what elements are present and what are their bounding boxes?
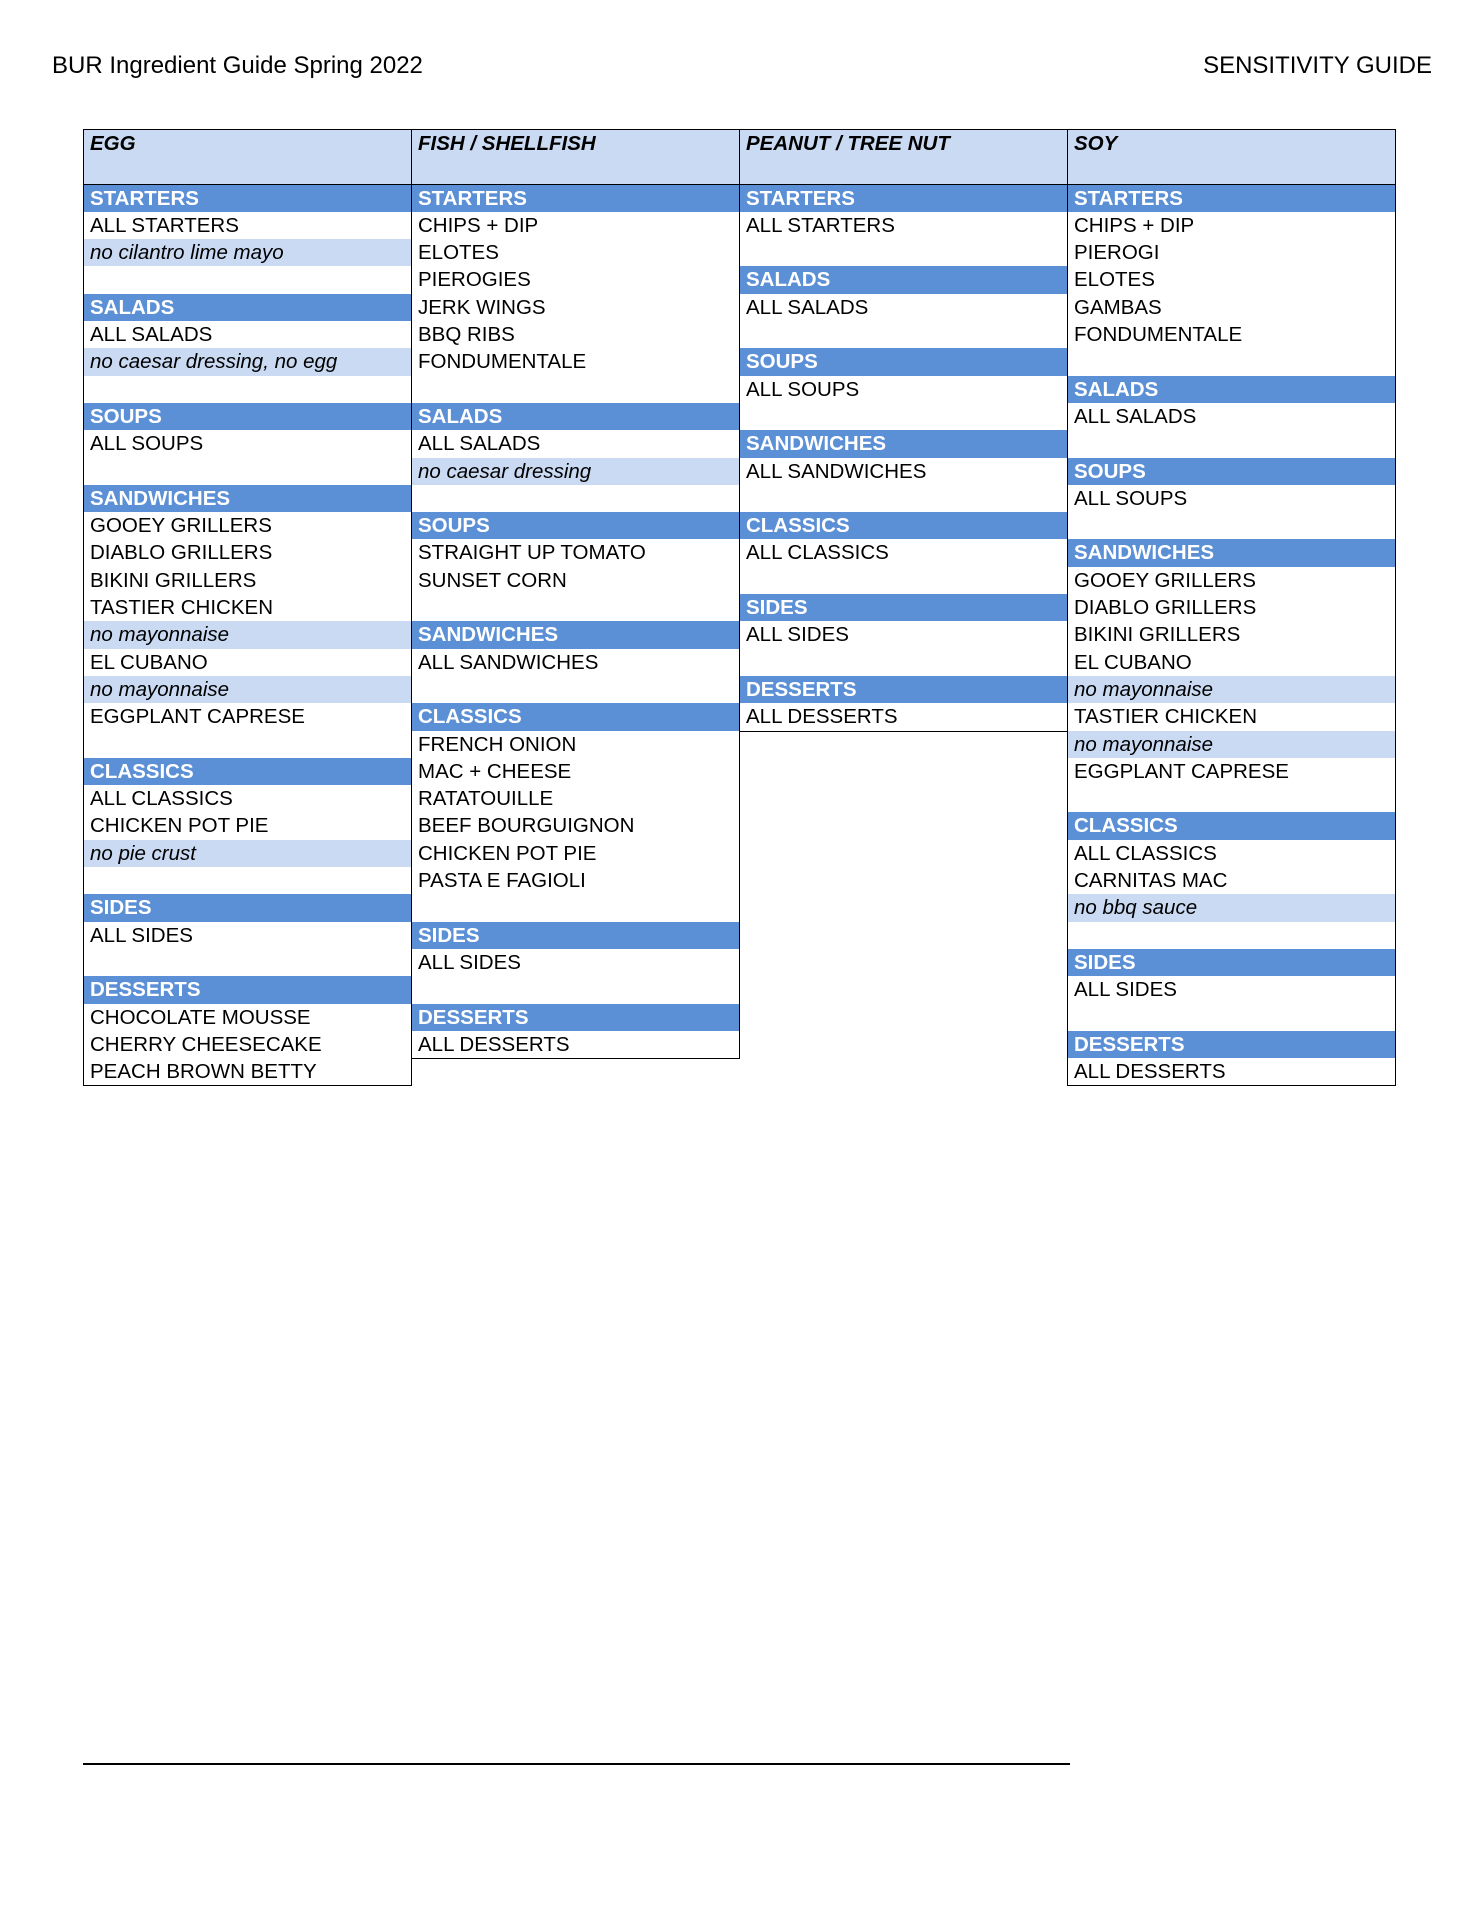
menu-item: ELOTES	[1074, 268, 1155, 292]
column-heading: PEANUT / TREE NUT	[740, 130, 1067, 157]
menu-item: CARNITAS MAC	[1074, 869, 1228, 893]
heading-spacer	[740, 157, 1067, 184]
spacer-row	[740, 485, 1067, 512]
menu-item: TASTIER CHICKEN	[90, 596, 273, 620]
menu-item: ALL CLASSICS	[746, 541, 889, 565]
document-title: BUR Ingredient Guide Spring 2022	[52, 52, 423, 79]
spacer-row	[412, 894, 739, 921]
menu-item: CHOCOLATE MOUSSE	[90, 1005, 311, 1029]
category-header: DESSERTS	[1068, 1031, 1395, 1058]
menu-item: EL CUBANO	[1074, 650, 1192, 674]
category-header: SOUPS	[84, 403, 411, 430]
menu-item: ALL SIDES	[746, 623, 849, 647]
menu-item: ALL SALADS	[1074, 404, 1197, 428]
menu-item: RATATOUILLE	[418, 787, 554, 811]
menu-item: CHERRY CHEESECAKE	[90, 1032, 322, 1056]
menu-item: ALL SALADS	[90, 323, 213, 347]
menu-item: ALL SANDWICHES	[418, 650, 599, 674]
spacer-row	[740, 239, 1067, 266]
modification-note: no cilantro lime mayo	[84, 239, 411, 266]
menu-item: BEEF BOURGUIGNON	[418, 814, 635, 838]
spacer-row	[1068, 785, 1395, 812]
menu-item: ALL STARTERS	[746, 213, 895, 237]
menu-item: ALL CLASSICS	[1074, 841, 1217, 865]
menu-item: EL CUBANO	[90, 650, 208, 674]
menu-item: GAMBAS	[1074, 295, 1162, 319]
category-header: DESSERTS	[84, 976, 411, 1003]
modification-note: no bbq sauce	[1068, 894, 1395, 921]
spacer-row	[1068, 922, 1395, 949]
menu-item: FONDUMENTALE	[1074, 323, 1243, 347]
category-header: SALADS	[740, 266, 1067, 293]
modification-note: no mayonnaise	[84, 621, 411, 648]
menu-item: ALL SALADS	[418, 432, 541, 456]
category-header: SANDWICHES	[412, 621, 739, 648]
spacer-row	[412, 376, 739, 403]
category-header: SOUPS	[1068, 458, 1395, 485]
menu-item: EGGPLANT CAPRESE	[1074, 759, 1289, 783]
category-header: SALADS	[84, 294, 411, 321]
category-header: STARTERS	[740, 185, 1067, 212]
menu-item: ALL SIDES	[418, 950, 521, 974]
menu-item: ALL SIDES	[1074, 978, 1177, 1002]
menu-item: PIEROGIES	[418, 268, 531, 292]
spacer-row	[84, 266, 411, 293]
category-header: STARTERS	[84, 185, 411, 212]
menu-item: DIABLO GRILLERS	[90, 541, 273, 565]
menu-item: GOOEY GRILLERS	[90, 514, 272, 538]
spacer-row	[740, 403, 1067, 430]
menu-item: ALL SIDES	[90, 923, 193, 947]
menu-item: FONDUMENTALE	[418, 350, 587, 374]
menu-item: ALL CLASSICS	[90, 787, 233, 811]
category-header: SIDES	[412, 922, 739, 949]
menu-item: ALL SOUPS	[90, 432, 204, 456]
menu-item: ALL SOUPS	[1074, 486, 1188, 510]
heading-spacer	[412, 157, 739, 184]
allergen-column-egg	[83, 129, 412, 1086]
spacer-row	[1068, 512, 1395, 539]
spacer-row	[1068, 1004, 1395, 1031]
category-header: SANDWICHES	[1068, 539, 1395, 566]
modification-note: no caesar dressing, no egg	[84, 348, 411, 375]
menu-item: PASTA E FAGIOLI	[418, 869, 586, 893]
category-header: SOUPS	[740, 348, 1067, 375]
category-header: SIDES	[84, 894, 411, 921]
menu-item: PEACH BROWN BETTY	[90, 1060, 317, 1084]
menu-item: DIABLO GRILLERS	[1074, 596, 1257, 620]
spacer-row	[84, 949, 411, 976]
category-header: CLASSICS	[84, 758, 411, 785]
menu-item: GOOEY GRILLERS	[1074, 568, 1256, 592]
category-header: DESSERTS	[412, 1004, 739, 1031]
spacer-row	[1068, 430, 1395, 457]
spacer-row	[1068, 348, 1395, 375]
menu-item: ALL SALADS	[746, 295, 869, 319]
heading-spacer	[84, 157, 411, 184]
menu-item: BIKINI GRILLERS	[1074, 623, 1241, 647]
spacer-row	[740, 321, 1067, 348]
menu-item: MAC + CHEESE	[418, 759, 572, 783]
spacer-row	[84, 376, 411, 403]
menu-item: SUNSET CORN	[418, 568, 567, 592]
column-heading: EGG	[84, 130, 411, 157]
allergen-column-fish-shellfish	[411, 129, 740, 1059]
spacer-row	[412, 976, 739, 1003]
menu-item: CHIPS + DIP	[418, 213, 539, 237]
menu-item: TASTIER CHICKEN	[1074, 705, 1257, 729]
category-header: STARTERS	[1068, 185, 1395, 212]
category-header: CLASSICS	[1068, 812, 1395, 839]
modification-note: no mayonnaise	[84, 676, 411, 703]
category-header: SIDES	[1068, 949, 1395, 976]
menu-item: CHIPS + DIP	[1074, 213, 1195, 237]
spacer-row	[84, 867, 411, 894]
modification-note: no caesar dressing	[412, 458, 739, 485]
menu-item: ALL DESSERTS	[1074, 1060, 1226, 1084]
footer-divider	[83, 1763, 1070, 1765]
guide-label: SENSITIVITY GUIDE	[1203, 52, 1432, 79]
category-header: STARTERS	[412, 185, 739, 212]
modification-note: no mayonnaise	[1068, 676, 1395, 703]
category-header: DESSERTS	[740, 676, 1067, 703]
menu-item: ALL DESSERTS	[746, 705, 898, 729]
category-header: SANDWICHES	[740, 430, 1067, 457]
menu-item: PIEROGI	[1074, 241, 1160, 265]
menu-item: ALL SANDWICHES	[746, 459, 927, 483]
menu-item: EGGPLANT CAPRESE	[90, 705, 305, 729]
spacer-row	[740, 649, 1067, 676]
menu-item: BBQ RIBS	[418, 323, 515, 347]
spacer-row	[740, 567, 1067, 594]
category-header: SALADS	[412, 403, 739, 430]
allergen-column-soy	[1067, 129, 1396, 1086]
menu-item: FRENCH ONION	[418, 732, 577, 756]
menu-item: CHICKEN POT PIE	[418, 841, 597, 865]
column-heading: FISH / SHELLFISH	[412, 130, 739, 157]
category-header: CLASSICS	[412, 703, 739, 730]
spacer-row	[84, 458, 411, 485]
category-header: SOUPS	[412, 512, 739, 539]
category-header: CLASSICS	[740, 512, 1067, 539]
spacer-row	[412, 485, 739, 512]
modification-note: no mayonnaise	[1068, 731, 1395, 758]
menu-item: ALL SOUPS	[746, 377, 860, 401]
category-header: SANDWICHES	[84, 485, 411, 512]
menu-item: STRAIGHT UP TOMATO	[418, 541, 646, 565]
column-heading: SOY	[1068, 130, 1395, 157]
heading-spacer	[1068, 157, 1395, 184]
menu-item: CHICKEN POT PIE	[90, 814, 269, 838]
menu-item: BIKINI GRILLERS	[90, 568, 257, 592]
spacer-row	[412, 676, 739, 703]
menu-item: JERK WINGS	[418, 295, 546, 319]
category-header: SALADS	[1068, 376, 1395, 403]
spacer-row	[84, 731, 411, 758]
menu-item: ALL STARTERS	[90, 213, 239, 237]
category-header: SIDES	[740, 594, 1067, 621]
modification-note: no pie crust	[84, 840, 411, 867]
spacer-row	[412, 594, 739, 621]
allergen-column-peanut-tree-nut	[739, 129, 1068, 732]
menu-item: ELOTES	[418, 241, 499, 265]
menu-item: ALL DESSERTS	[418, 1032, 570, 1056]
